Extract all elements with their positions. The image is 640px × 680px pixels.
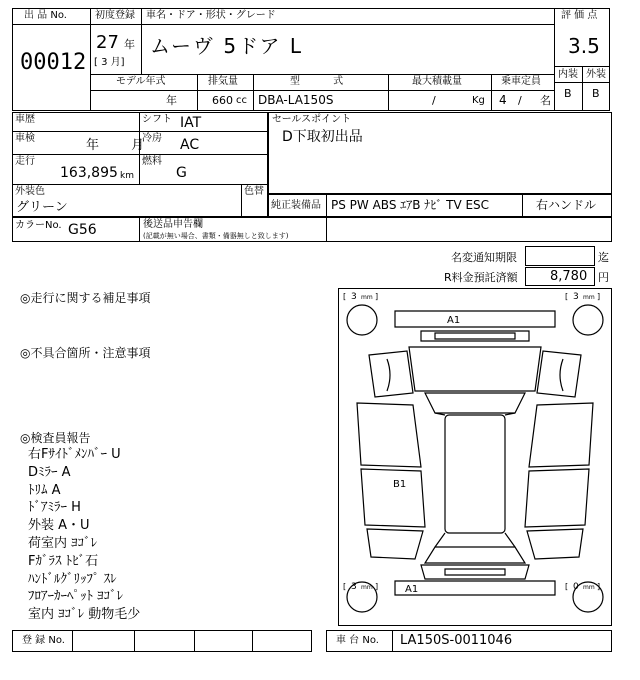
wheel-fr-icon: [573, 305, 603, 335]
svg-text:]: ]: [597, 292, 601, 301]
first-reg-year-unit: 年: [124, 38, 135, 51]
first-reg-year: 27: [96, 32, 119, 53]
capacity-unit: 名: [540, 94, 551, 107]
mileage-value: 163,895: [60, 165, 118, 181]
registration-label: 登 録 No.: [22, 635, 65, 646]
car-label: 車名・ドア・形状・グレード: [146, 10, 276, 21]
ac-label: 冷房: [142, 133, 162, 144]
color-no-label: カラーNo.: [15, 220, 62, 231]
details-row-3: [12, 184, 268, 185]
recycle-label: R料金預託済額: [444, 271, 518, 284]
headlight-bar-icon: [435, 333, 515, 339]
spec-header-divider: [90, 90, 554, 91]
ac-value: AC: [180, 137, 200, 153]
color-change-divider: [241, 184, 242, 217]
details-row-2: [12, 154, 268, 155]
hood-icon: [409, 347, 541, 391]
lot-label: 出 品 No.: [24, 10, 67, 21]
model-year-unit: 年: [166, 94, 177, 107]
max-load-label: 最大積載量: [412, 76, 462, 87]
side-damage-mark: B1: [393, 479, 407, 490]
model-year-label: モデル年式: [116, 76, 166, 87]
first-reg-month: [ 3 月]: [94, 57, 125, 68]
inspector-line: ﾊﾝﾄﾞﾙｸﾞﾘｯﾌﾟ ｽﾚ: [28, 571, 117, 587]
front-damage-mark: A1: [447, 315, 461, 326]
inspector-title: ◎検査員報告: [20, 431, 91, 445]
shift-label: シフト: [142, 114, 172, 125]
car-diagram-frame: [338, 288, 612, 626]
inspector-line: Dﾐﾗｰ A: [28, 464, 71, 480]
interior-label: 内装: [558, 69, 578, 80]
chassis-value: LA150S-0011046: [400, 633, 513, 648]
inspector-line: ﾄﾘﾑ A: [28, 482, 61, 498]
front-bumper-icon: [395, 311, 555, 327]
tread-fl-value: 3: [351, 292, 357, 302]
fender-rr-icon: [527, 529, 583, 559]
score-label: 評 価 点: [561, 10, 598, 21]
rear-door-right-icon: [525, 469, 589, 527]
interior-score: B: [564, 87, 572, 100]
chassis-divider: [392, 630, 393, 652]
mileage-label: 走行: [15, 156, 35, 167]
rear-glass-icon: [425, 547, 525, 563]
recycle-value: 8,780: [550, 269, 588, 284]
equipment-label: 純正装備品: [271, 200, 321, 211]
wheel-fl-icon: [347, 305, 377, 335]
post-report-label: 後送品申告欄: [143, 219, 203, 230]
type-value: DBA-LA150S: [258, 93, 334, 107]
fuel-label: 燃料: [142, 156, 162, 167]
mirror-right-icon: [560, 359, 563, 391]
driving-notes-title: ◎走行に関する補足事項: [20, 291, 151, 305]
inspector-line: ﾌﾛｱｰｶｰﾍﾟｯﾄ ﾖｺﾞﾚ: [28, 589, 124, 605]
svg-text:]: ]: [375, 292, 379, 301]
svg-text:[: [: [343, 292, 347, 301]
tread-fl-unit: mm: [361, 294, 373, 301]
inspection-label: 車検: [15, 133, 35, 144]
svg-text:]: ]: [597, 582, 601, 591]
color-no-value: G56: [68, 222, 97, 238]
fender-fl-icon: [369, 351, 413, 397]
front-door-right-icon: [529, 403, 593, 467]
tread-fr-unit: mm: [583, 294, 595, 301]
car-diagram: [339, 289, 611, 625]
score-left-border: [554, 8, 555, 111]
registration-cell-2: [194, 630, 195, 652]
rear-lamp-icon: [445, 569, 505, 575]
tread-rr-unit: mm: [583, 584, 595, 591]
history-label: 車歴: [15, 114, 35, 125]
name-change-box: [525, 246, 595, 266]
sales-point-label: セールスポイント: [272, 114, 352, 125]
tread-rr-value: 0: [573, 582, 579, 592]
capacity-label: 乗車定員: [501, 76, 541, 87]
max-load-unit: Kg: [472, 95, 485, 106]
spec-col-3: [388, 74, 389, 111]
defects-title: ◎不具合箇所・注意事項: [20, 346, 151, 360]
steering-divider: [522, 194, 523, 217]
type-label: 型 式: [290, 76, 344, 87]
color-no-divider: [139, 217, 140, 242]
name-change-label: 名変通知期限: [451, 251, 517, 264]
tread-rl-unit: mm: [361, 584, 373, 591]
displacement-label: 排気量: [208, 76, 238, 87]
back-door-icon: [421, 565, 529, 579]
post-report-divider: [326, 217, 327, 242]
fuel-value: G: [176, 165, 187, 181]
color-no-frame: [12, 217, 612, 242]
svg-text:]: ]: [375, 582, 379, 591]
svg-text:[: [: [343, 582, 347, 591]
rear-damage-mark: A1: [405, 584, 419, 595]
exterior-color-label: 外装色: [15, 186, 45, 197]
equipment-label-divider: [326, 194, 327, 217]
sales-point-value: D下取初出品: [282, 129, 363, 145]
displacement-unit: cc: [236, 95, 247, 106]
exterior-color-value: グリーン: [16, 200, 68, 215]
rear-door-left-icon: [361, 469, 425, 527]
registration-cell-1: [134, 630, 135, 652]
inspector-line: 荷室内 ﾖｺﾞﾚ: [28, 535, 98, 551]
spec-col-1: [197, 74, 198, 111]
lot-number: 00012: [20, 50, 87, 75]
header-title-divider: [90, 24, 554, 25]
score-value: 3.5: [568, 34, 600, 58]
spec-top-border: [90, 74, 554, 75]
score-mid-divider: [582, 66, 583, 111]
displacement-value: 660: [212, 94, 233, 107]
tread-fr-value: 3: [573, 292, 579, 302]
capacity-value: 4: [499, 93, 507, 107]
inspector-line: 室内 ﾖｺﾞﾚ 動物毛少: [28, 607, 141, 623]
inspector-line: 外装 A・U: [28, 518, 90, 534]
equipment-value: PS PW ABS ｴｱB ﾅﾋﾞ TV ESC: [331, 198, 490, 212]
spec-col-2: [253, 74, 254, 111]
color-change-label: 色替: [244, 186, 264, 197]
lot-divider: [12, 24, 90, 25]
name-change-unit: 迄: [598, 251, 609, 264]
max-load-slash: /: [432, 94, 436, 107]
svg-text:[: [: [565, 582, 569, 591]
inspector-list: [28, 446, 318, 624]
shift-value: IAT: [180, 115, 202, 131]
fender-rl-icon: [367, 529, 423, 559]
fender-fr-icon: [537, 351, 581, 397]
inspection-value: 年 月: [86, 138, 145, 153]
inspector-line: 右Fｻｲﾄﾞﾒﾝﾊﾞｰ U: [28, 447, 121, 462]
registration-cell-3: [252, 630, 253, 652]
front-door-left-icon: [357, 403, 421, 467]
car-name: ムーヴ 5ドア L: [150, 34, 303, 58]
mileage-unit: km: [120, 171, 134, 181]
spec-col-4: [491, 74, 492, 111]
rear-bumper-icon: [395, 581, 555, 595]
post-report-note: (記載が無い場合、書類・備器無しと致します): [143, 232, 289, 240]
capacity-slash: /: [518, 94, 522, 107]
first-reg-label: 初度登録: [95, 10, 135, 21]
chassis-label: 車 台 No.: [336, 635, 379, 646]
svg-text:[: [: [565, 292, 569, 301]
roof-icon: [445, 415, 505, 533]
steering-value: 右ハンドル: [536, 198, 597, 212]
inspector-line: ﾄﾞｱﾐﾗｰ H: [28, 500, 81, 516]
details-row-1: [12, 131, 268, 132]
mirror-left-icon: [387, 359, 390, 391]
exterior-label: 外装: [586, 69, 606, 80]
windshield-icon: [425, 393, 525, 413]
exterior-score: B: [592, 87, 600, 100]
recycle-unit: 円: [598, 271, 609, 284]
registration-divider: [72, 630, 73, 652]
tread-rl-value: 3: [351, 582, 357, 592]
first-reg-divider: [141, 8, 142, 74]
inspector-line: Fｶﾞﾗｽ ﾄﾋﾞ石: [28, 553, 99, 569]
